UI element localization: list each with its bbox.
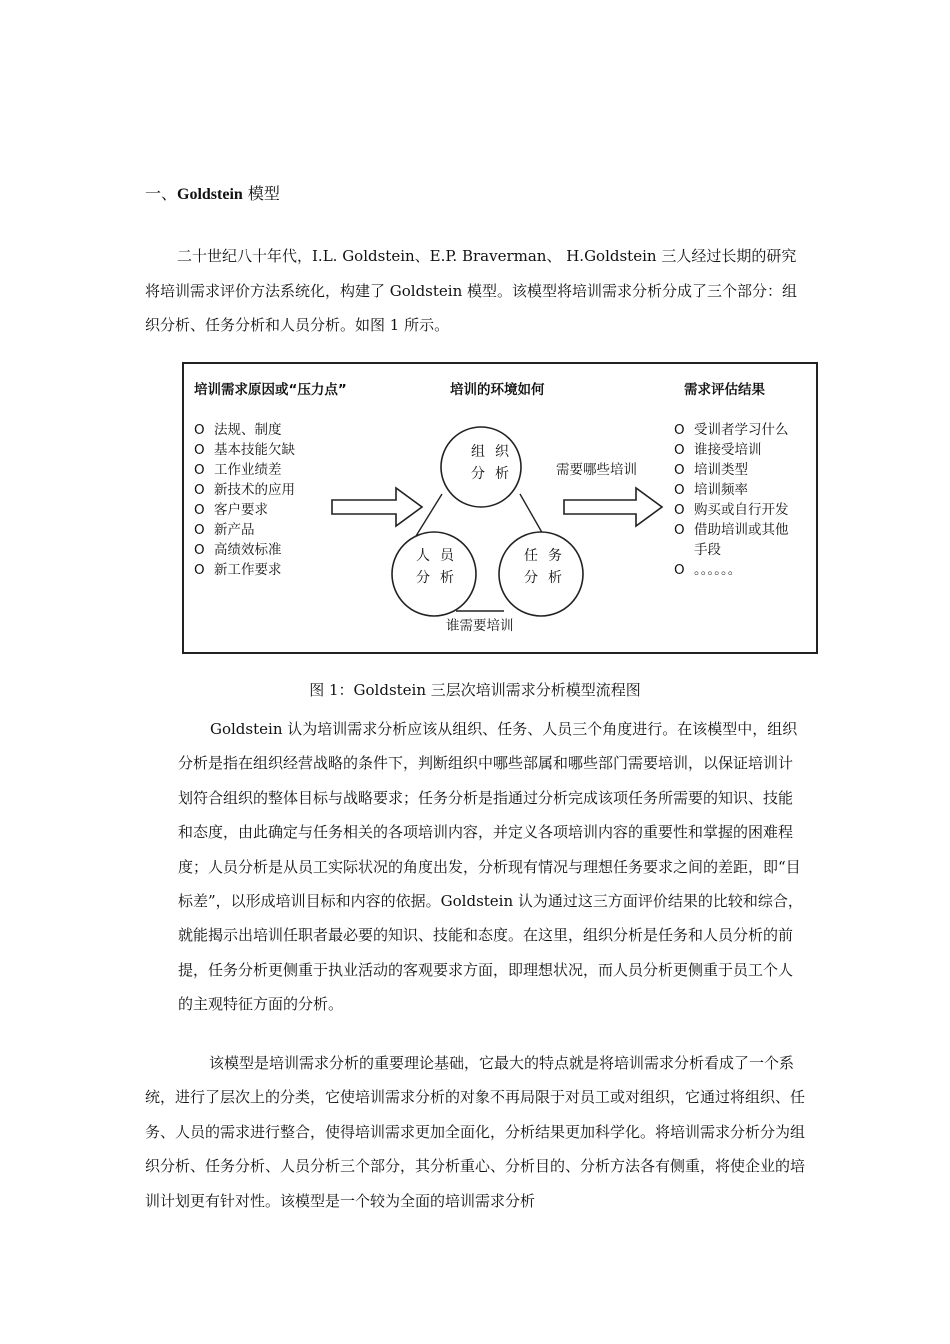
left-item: 客户要求 <box>214 502 268 518</box>
left-column-title: 培训需求原因或“压力点” <box>194 382 347 398</box>
heading-suffix: 模型 <box>242 184 280 203</box>
arrow-label: 需要哪些培训 <box>556 462 637 478</box>
left-bullet-icon: O <box>194 522 205 538</box>
intro-paragraph: 二十世纪八十年代，I.L. Goldstein、E.P. Braverman、 H.Goldstein 三人经过长期的研究将培训需求评价方法系统化，构建了 Goldstein 模型。该模型将培训需求分析分成了三个部分：组织分析、任务分析和人员分析。如图 1 所示。 <box>145 247 798 334</box>
evaluation-paragraph: 该模型是培训需求分析的重要理论基础，它最大的特点就是将培训需求分析看成了一个系统，进行了层次上的分类，它使培训需求分析的对象不再局限于对员工或对组织，它通过将组织、任务、人员的需求进行整合，使得培训需求更加全面化，分析结果更加科学化。将培训需求分析分为组织分析、任务分析、人员分析三个部分，其分析重心、分析目的、分析方法各有侧重，将使企业的培训计划更有针对性。该模型是一个较为全面的培训需求分析 <box>145 1054 806 1210</box>
center-column-title: 培训的环境如何 <box>450 382 545 398</box>
section-heading <box>145 182 280 207</box>
right-item: 培训类型 <box>694 462 748 478</box>
right-item: 受训者学习什么 <box>694 422 789 438</box>
connector-line <box>416 494 442 536</box>
right-item: 手段 <box>694 542 721 558</box>
task-circle-line1: 任务 <box>524 548 572 564</box>
goldstein-model-figure <box>182 362 818 654</box>
right-item: 借助培训或其他 <box>694 522 789 538</box>
right-bullet-icon: O <box>674 462 685 478</box>
task-circle-line2: 分析 <box>524 570 572 586</box>
left-item: 法规、制度 <box>214 422 282 438</box>
person-circle-line2: 分析 <box>416 570 464 586</box>
bottom-label: 谁需要培训 <box>446 618 514 634</box>
model-diagram <box>184 364 816 652</box>
left-items-list <box>194 421 295 578</box>
right-item: 购买或自行开发 <box>694 502 789 518</box>
right-bullet-icon: O <box>674 522 685 538</box>
org-circle-line1: 组织 <box>471 444 519 460</box>
left-bullet-icon: O <box>194 462 205 478</box>
right-column-title: 需求评估结果 <box>684 382 765 398</box>
analysis-paragraph: Goldstein 认为培训需求分析应该从组织、任务、人员三个角度进行。在该模型中，组织分析是指在组织经营战略的条件下，判断组织中哪些部属和哪些部门需要培训，以保证培训计划符合组织的整体目标与战略要求；任务分析是指通过分析完成该项任务所需要的知识、技能和态度，由此确定与任务相关的各项培训内容，并定义各项培训内容的重要性和掌握的困难程度；人员分析是从员工实际状况的角度出发，分析现有情况与理想任务要求之间的差距，即“目标差”，以形成培训目标和内容的依据。Goldstein 认为通过这三方面评价结果的比较和综合，就能揭示出培训任职者最必要的知识、技能和态度。在这里，组织分析是任务和人员分析的前提，任务分析更侧重于执业活动的客观要求方面，即理想状况，而人员分析更侧重于员工个人的主观特征方面的分析。 <box>178 720 803 1014</box>
heading-model-name: Goldstein <box>177 186 243 203</box>
right-bullet-icon: O <box>674 422 685 438</box>
right-item: 培训频率 <box>694 482 748 498</box>
left-item: 高绩效标准 <box>214 542 282 558</box>
person-circle-line1: 人员 <box>416 548 464 564</box>
left-item: 新工作要求 <box>214 562 282 578</box>
right-item: 。。。。。。 <box>694 562 742 578</box>
left-item: 新技术的应用 <box>214 482 295 498</box>
right-bullet-icon: O <box>674 482 685 498</box>
heading-prefix: 一、 <box>145 184 178 203</box>
left-bullet-icon: O <box>194 422 205 438</box>
left-bullet-icon: O <box>194 542 205 558</box>
left-bullet-icon: O <box>194 562 205 578</box>
left-item: 基本技能欠缺 <box>214 442 295 458</box>
right-bullet-icon: O <box>674 502 685 518</box>
left-item: 新产品 <box>214 522 255 538</box>
left-bullet-icon: O <box>194 482 205 498</box>
right-item: 谁接受培训 <box>694 442 762 458</box>
right-bullet-icon: O <box>674 562 685 578</box>
left-bullet-icon: O <box>194 502 205 518</box>
figure-caption: 图 1：Goldstein 三层次培训需求分析模型流程图 <box>309 681 641 699</box>
left-arrow-icon <box>332 488 422 526</box>
org-circle-line2: 分析 <box>471 466 519 482</box>
left-item: 工作业绩差 <box>214 462 282 478</box>
right-arrow-icon <box>564 488 662 526</box>
connector-line <box>520 494 544 536</box>
right-items-list <box>674 421 789 578</box>
right-bullet-icon: O <box>674 442 685 458</box>
left-bullet-icon: O <box>194 442 205 458</box>
